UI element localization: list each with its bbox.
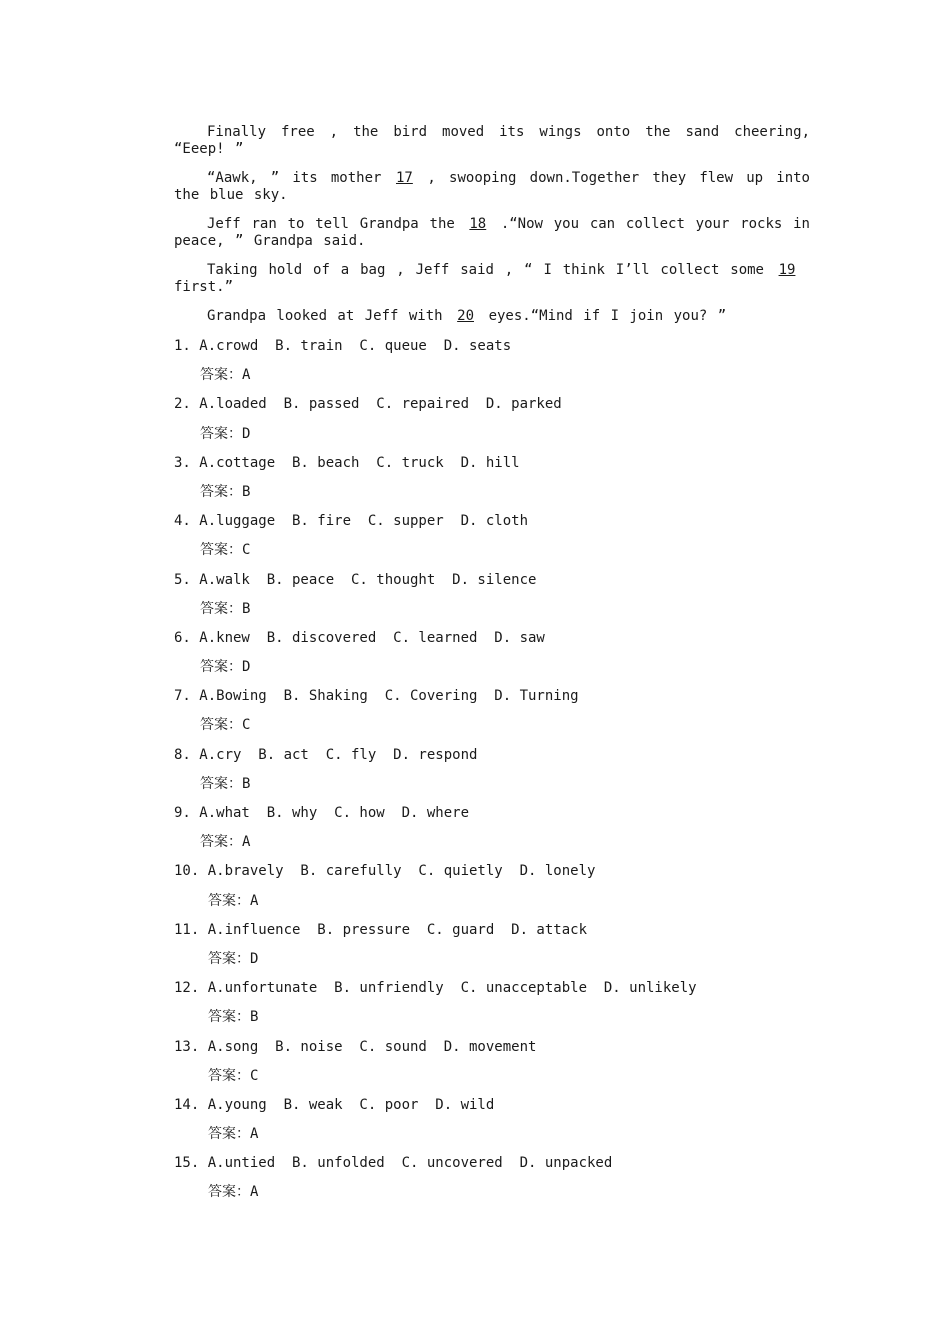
- answer-value: C: [242, 542, 251, 559]
- answer-label: 答案：: [208, 1184, 250, 1201]
- answer-line: [174, 424, 810, 453]
- blank-17: 17: [395, 170, 413, 186]
- answer-label: 答案：: [200, 425, 242, 442]
- question-item: 12. A.unfortunate B. unfriendly C. unacceptable D. unlikely: [174, 980, 697, 997]
- answer-line: [174, 832, 810, 861]
- answer-line: [174, 365, 810, 394]
- answer-line: [174, 891, 810, 920]
- blank-18: 18: [469, 216, 487, 232]
- blank-20: 20: [457, 308, 474, 324]
- answer-value: D: [242, 425, 251, 442]
- question-item: 9. A.what B. why C. how D. where: [174, 805, 470, 821]
- answer-label: 答案：: [200, 542, 242, 559]
- passage-text: .“Now you can collect your rocks in peace, ” Grandpa said.: [174, 216, 810, 249]
- answer-label: 答案：: [200, 775, 242, 792]
- passage-paragraph: [174, 124, 810, 158]
- answer-line: [174, 657, 810, 686]
- answer-label: 答案：: [200, 834, 242, 851]
- passage: [174, 124, 810, 337]
- answer-line: [174, 482, 810, 511]
- answer-line: [174, 599, 810, 628]
- answer-label: 答案：: [208, 950, 250, 967]
- question-item: 2. A.loaded B. passed C. repaired D. parked: [174, 396, 562, 413]
- answer-line: [174, 774, 810, 803]
- answer-value: A: [242, 834, 251, 851]
- passage-text: Jeff ran to tell Grandpa the: [207, 216, 455, 232]
- answer-label: 答案：: [208, 1126, 250, 1143]
- question-item: 4. A.luggage B. fire C. supper D. cloth: [174, 513, 529, 530]
- answer-label: 答案：: [200, 600, 242, 617]
- passage-text: Taking hold of a bag , Jeff said , “ I think I’ll collect some: [207, 262, 764, 278]
- question-item: 11. A.influence B. pressure C. guard D. attack: [174, 921, 588, 938]
- answer-label: 答案：: [200, 367, 242, 384]
- question-item: 8. A.cry B. act C. fly D. respond: [174, 746, 478, 763]
- answer-value: D: [250, 950, 259, 967]
- answer-label: 答案：: [208, 1067, 250, 1084]
- answer-line: [174, 715, 810, 744]
- answer-label: 答案：: [200, 717, 242, 734]
- passage-text: first.”: [174, 279, 234, 295]
- question-item: 3. A.cottage B. beach C. truck D. hill: [174, 454, 520, 471]
- blank-19: 19: [778, 262, 796, 278]
- answer-label: 答案：: [200, 483, 242, 500]
- answer-label: 答案：: [208, 1009, 250, 1026]
- answer-value: B: [250, 1009, 259, 1026]
- question-item: 15. A.untied B. unfolded C. uncovered D. unpacked: [174, 1155, 613, 1172]
- answer-value: C: [250, 1067, 259, 1084]
- answer-line: [174, 540, 810, 569]
- answer-label: 答案：: [200, 659, 242, 676]
- answer-value: A: [242, 367, 251, 384]
- answer-value: A: [250, 1184, 259, 1201]
- passage-text: eyes.“Mind if I join you? ”: [488, 308, 727, 324]
- answer-line: [174, 1182, 810, 1211]
- question-item: 5. A.walk B. peace C. thought D. silence: [174, 571, 537, 588]
- answer-value: A: [250, 892, 259, 909]
- question-item: 7. A.Bowing B. Shaking C. Covering D. Turning: [174, 688, 579, 705]
- question-list: [174, 336, 810, 1212]
- question-item: 10. A.bravely B. carefully C. quietly D. lonely: [174, 863, 596, 880]
- passage-paragraph: [174, 262, 810, 296]
- answer-value: C: [242, 717, 251, 734]
- question-item: 14. A.young B. weak C. poor D. wild: [174, 1096, 495, 1113]
- answer-line: [174, 1124, 810, 1153]
- passage-paragraph: [174, 170, 810, 204]
- answer-value: B: [242, 483, 251, 500]
- question-item: 13. A.song B. noise C. sound D. movement: [174, 1038, 537, 1055]
- answer-value: A: [250, 1126, 259, 1143]
- answer-label: 答案：: [208, 892, 250, 909]
- answer-value: D: [242, 659, 251, 676]
- passage-text: , swooping down.Together they flew up into the blue sky.: [174, 170, 810, 203]
- question-item: 1. A.crowd B. train C. queue D. seats: [174, 338, 512, 354]
- question-item: 6. A.knew B. discovered C. learned D. saw: [174, 629, 545, 646]
- answer-value: B: [242, 775, 251, 792]
- passage-paragraph: [174, 308, 810, 325]
- answer-line: [174, 1007, 810, 1036]
- passage-text: Finally free , the bird moved its wings onto the sand cheering, “Eeep! ”: [174, 124, 810, 157]
- answer-line: [174, 949, 810, 978]
- passage-text: “Aawk, ” its mother: [207, 170, 382, 186]
- passage-paragraph: [174, 216, 810, 250]
- passage-text: Grandpa looked at Jeff with: [207, 308, 443, 324]
- answer-value: B: [242, 600, 251, 617]
- answer-line: [174, 1066, 810, 1095]
